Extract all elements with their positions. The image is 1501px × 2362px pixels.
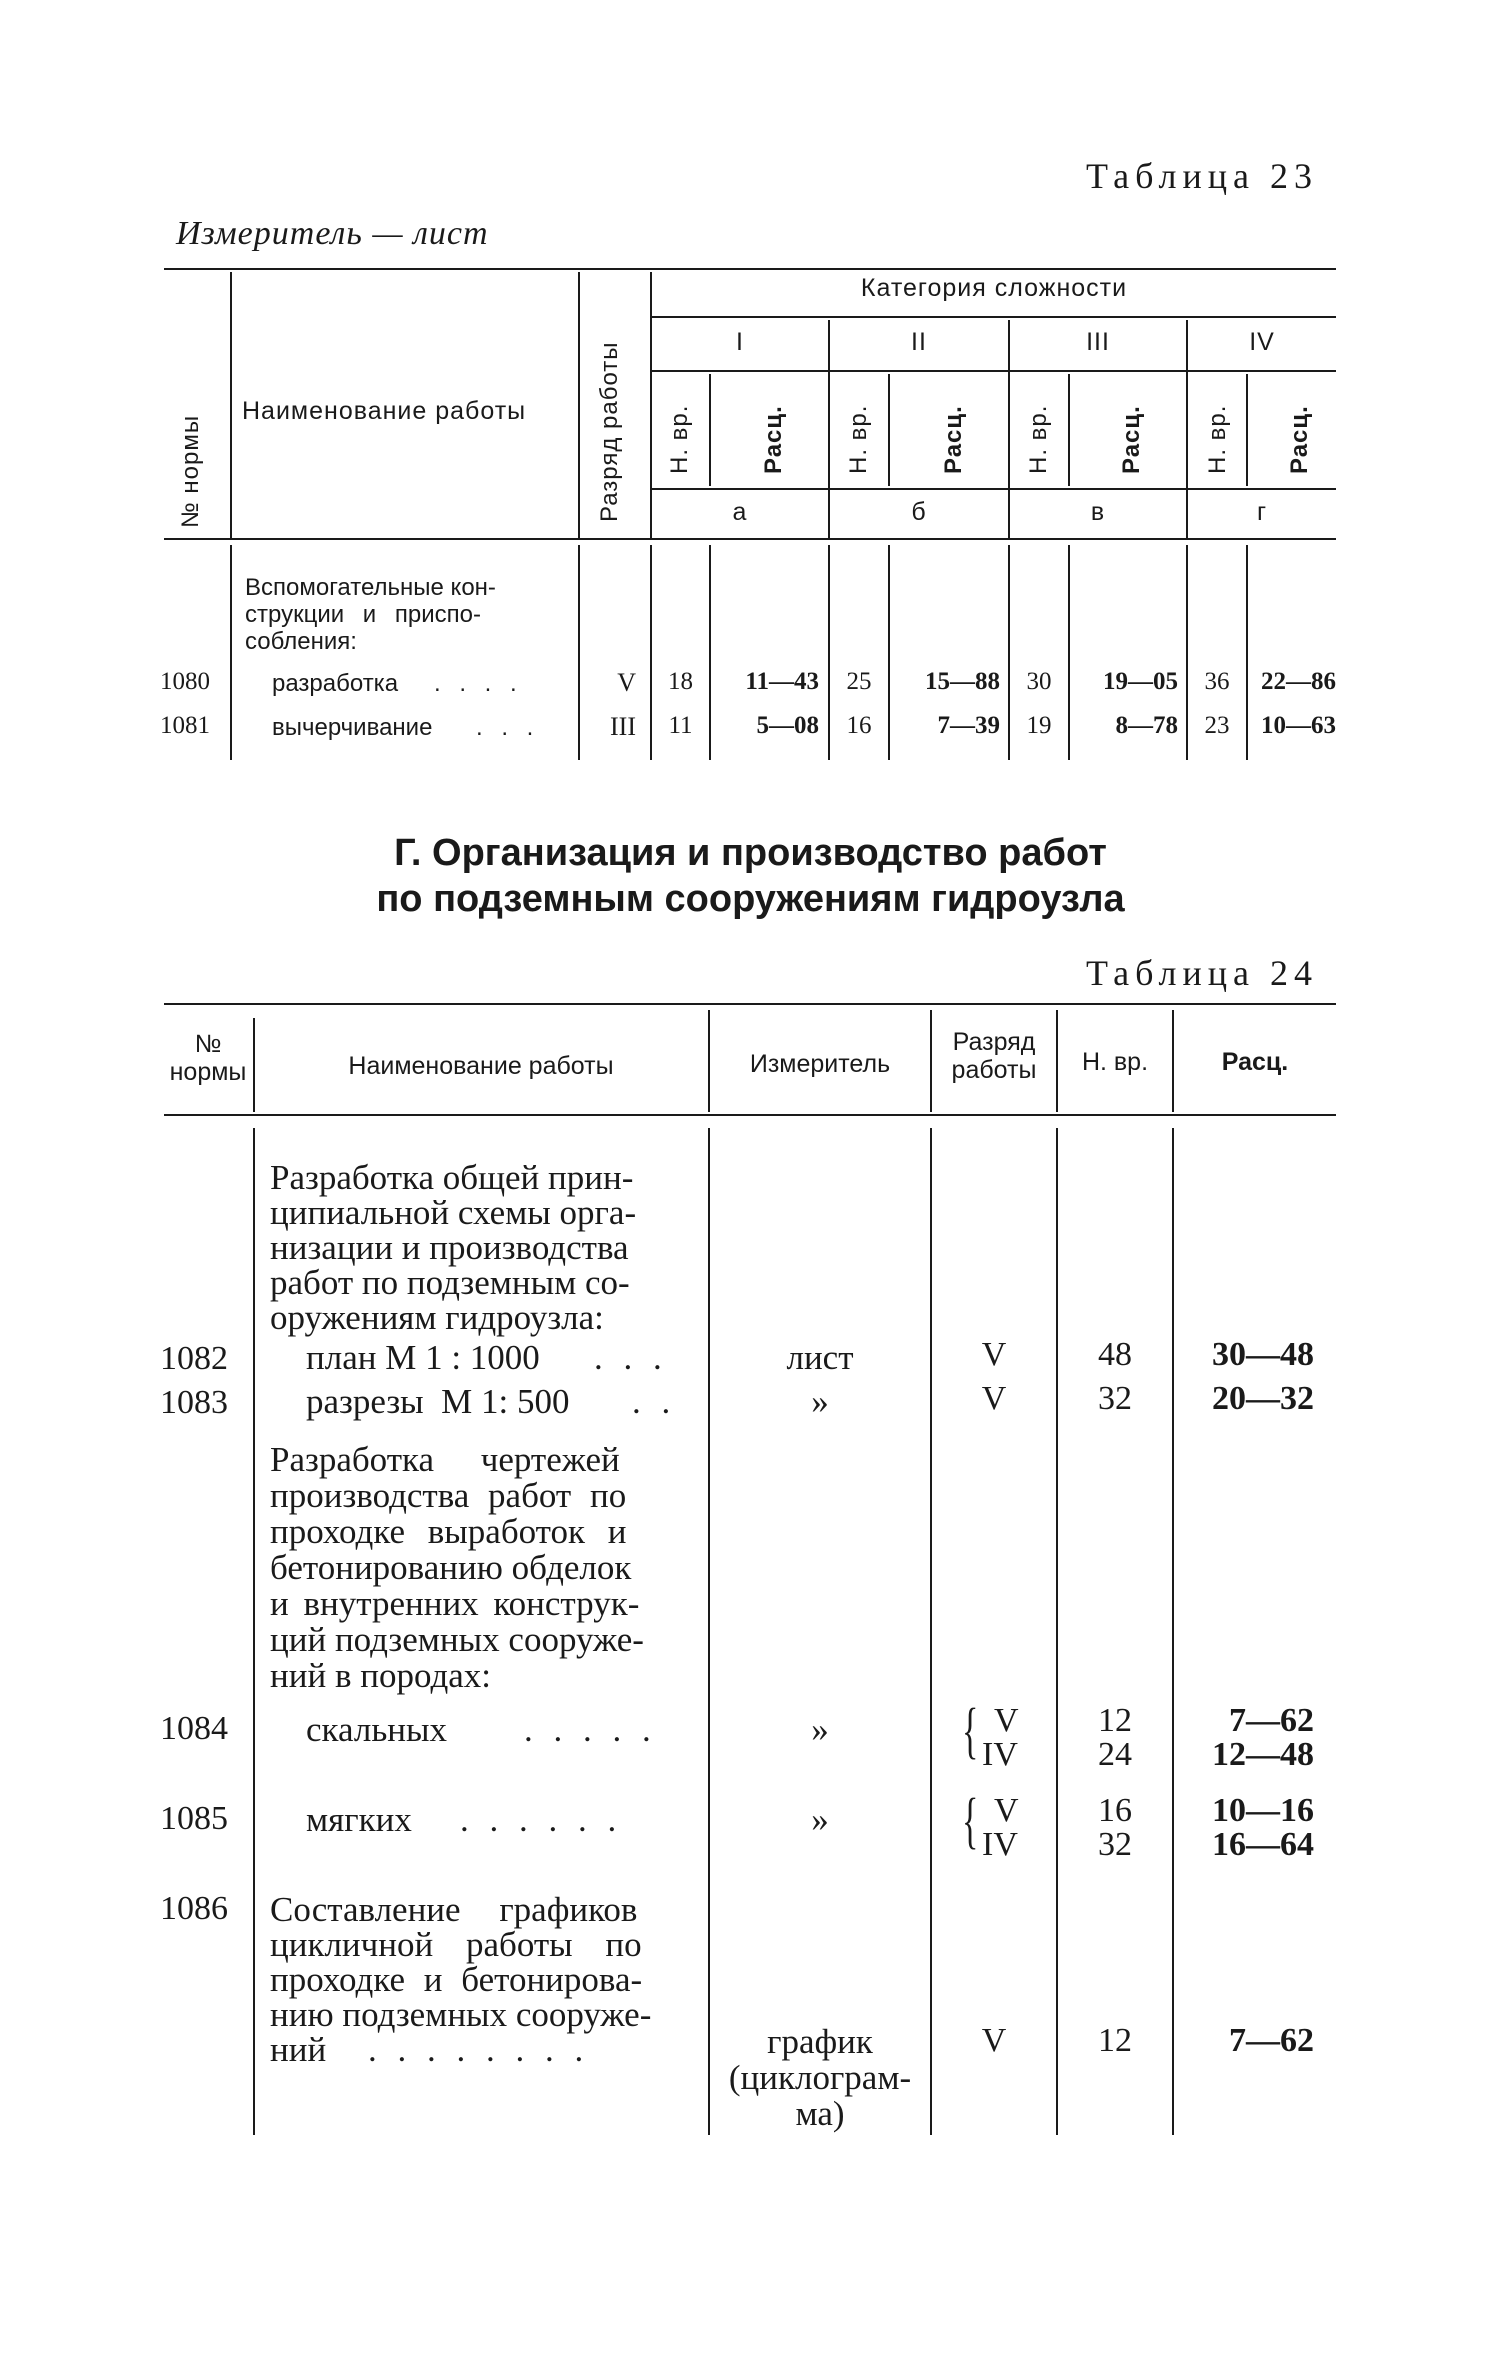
table23-nvr-header: Н. вр.: [1025, 404, 1052, 474]
table24-top-rule: [164, 1003, 1336, 1005]
table24-group2-title-line: бетонированию обделок: [270, 1548, 632, 1587]
table24-col-line: [1172, 1128, 1174, 2135]
grade: V: [617, 668, 636, 697]
table23-group-title-line: струкции и приспо-: [245, 601, 481, 628]
rasc: 10—16: [1212, 1792, 1314, 1829]
norm-number: 1086: [160, 1890, 228, 1927]
table24-header-bottom-rule: [164, 1114, 1336, 1116]
leader-dots: . .: [632, 1382, 677, 1421]
table24-group2-title-line: Разработка чертежей: [270, 1440, 620, 1479]
cell-value: 25: [846, 668, 872, 695]
cell-value: 36: [1204, 668, 1230, 695]
cell-value: 11—43: [745, 668, 819, 695]
cell-value: 23: [1204, 712, 1230, 739]
table24-group1-title-line: работ по подземным со-: [270, 1263, 630, 1302]
brace-glyph: {: [962, 1697, 979, 1765]
nvr: 32: [1098, 1826, 1132, 1863]
leader-dots: . . . . . . . .: [368, 2030, 590, 2069]
table24-nvr-header: Н. вр.: [1081, 1048, 1149, 1076]
work-name: мягких: [306, 1800, 412, 1839]
cell-value: 8—78: [1115, 712, 1178, 739]
table23-grade-header: Разряд работы: [596, 341, 623, 522]
cell-value: 30: [1026, 668, 1052, 695]
table23-group-title-line: собления:: [245, 628, 357, 655]
nvr: 12: [1098, 1702, 1132, 1739]
grade: V: [994, 1792, 1019, 1829]
norm-number: 1084: [160, 1710, 228, 1747]
nvr: 48: [1098, 1336, 1132, 1373]
section-title-line1: Г. Организация и производство работ: [394, 832, 1107, 874]
nvr: 16: [1098, 1792, 1132, 1829]
table24-col-line: [708, 1128, 710, 2135]
table23-cat-III: III: [1086, 328, 1110, 356]
table24-grade-header-1: Разряд: [952, 1028, 1036, 1056]
table23-top-rule: [164, 268, 1336, 270]
cell-value: 10—63: [1261, 712, 1336, 739]
grade: IV: [982, 1826, 1018, 1863]
table23-col-line: [230, 272, 232, 538]
table23-cat-II: II: [911, 328, 927, 356]
grade: V: [981, 2022, 1007, 2059]
table23-col-line: [1068, 374, 1070, 486]
table23-rasc-header: Расц.: [940, 405, 967, 474]
table23-col-line: [578, 272, 580, 538]
table23-work-name-header: Наименование работы: [242, 397, 527, 425]
rasc: 7—62: [1229, 2022, 1314, 2059]
table23-rasc-header: Расц.: [760, 405, 787, 474]
rasc: 16—64: [1212, 1826, 1314, 1863]
leader-dots: . . . . . .: [460, 1800, 623, 1839]
cell-value: 19: [1026, 712, 1052, 739]
norm-number: 1083: [160, 1384, 228, 1421]
table23-rasc-header: Расц.: [1286, 405, 1313, 474]
table24-rasc-header: Расц.: [1221, 1048, 1289, 1076]
leader-dots: . . . .: [434, 670, 523, 697]
table24-group1-title-line: ципиальной схемы орга-: [270, 1193, 637, 1232]
norm-number: 1081: [160, 712, 210, 739]
table24-col-line: [253, 1128, 255, 2135]
table24-work-name-header: Наименование работы: [348, 1052, 614, 1080]
table24-measure-header: Измеритель: [749, 1050, 891, 1078]
table23-caption: Таблица 23: [1086, 156, 1318, 196]
cell-value: 22—86: [1261, 668, 1336, 695]
table23-col-line: [888, 374, 890, 486]
table23-category-rule: [652, 316, 1336, 318]
measure: »: [811, 1382, 829, 1421]
table23-nvr-header: Н. вр.: [666, 404, 693, 474]
table24-caption: Таблица 24: [1086, 953, 1318, 993]
grade: V: [994, 1702, 1019, 1739]
table23-letter-g: г: [1256, 498, 1268, 526]
work-name: разработка: [272, 670, 399, 697]
table24-group2-title-line: производства работ по: [270, 1476, 627, 1515]
work-name: скальных: [306, 1710, 448, 1749]
table23-cat-IV: IV: [1249, 328, 1275, 356]
leader-dots: . . .: [594, 1338, 668, 1377]
table24-group2-title-line: и внутренних конструк-: [270, 1584, 640, 1623]
table23-group-title-line: Вспомогательные кон-: [245, 574, 496, 601]
table23-letter-a: а: [732, 498, 748, 526]
measure: лист: [786, 1338, 854, 1377]
cell-value: 16: [846, 712, 872, 739]
table23-nvr-header: Н. вр.: [845, 404, 872, 474]
table24-norm-no-header-2: нормы: [169, 1058, 247, 1086]
cell-value: 5—08: [756, 712, 819, 739]
table24-group2-title-line: проходке выработок и: [270, 1512, 627, 1551]
measure: »: [811, 1710, 829, 1749]
table23-col-line: [230, 545, 232, 760]
table23-col-line: [1246, 374, 1248, 486]
cell-value: 7—39: [937, 712, 1000, 739]
measure-line: ма): [795, 2094, 845, 2133]
table24-group1-title-line: Разработка общей прин-: [270, 1158, 634, 1197]
work-name: вычерчивание: [272, 714, 433, 741]
table23-category-header: Категория сложности: [860, 274, 1128, 302]
table24-grade-header-2: работы: [951, 1056, 1037, 1084]
cell-value: 18: [668, 668, 693, 695]
table23-cat-I: I: [736, 328, 744, 356]
work-name-line: ний: [270, 2030, 327, 2069]
norm-number: 1085: [160, 1800, 228, 1837]
leader-dots: . . .: [476, 714, 540, 741]
table24-norm-no-header-1: №: [194, 1030, 222, 1058]
table24-col-line: [930, 1128, 932, 2135]
table23-letter-rule: [652, 488, 1336, 490]
cell-value: 19—05: [1103, 668, 1178, 695]
grade: IV: [982, 1736, 1018, 1773]
measure: »: [811, 1800, 829, 1839]
rasc: 30—48: [1212, 1336, 1314, 1373]
table24-col-line: [1056, 1128, 1058, 2135]
table23-roman-rule: [652, 370, 1336, 372]
rasc: 12—48: [1212, 1736, 1314, 1773]
table24-group1-title-line: низации и производства: [270, 1228, 629, 1267]
cell-value: 11: [668, 712, 693, 739]
work-name: разрезы М 1: 500: [306, 1382, 570, 1421]
table23-letter-v: в: [1090, 498, 1106, 526]
table24-group2-title-line: ний в породах:: [270, 1656, 492, 1695]
work-name: план М 1 : 1000: [306, 1338, 540, 1377]
cell-value: 15—88: [925, 668, 1000, 695]
work-name-line: Составление графиков: [270, 1890, 638, 1929]
nvr: 32: [1098, 1380, 1132, 1417]
grade: III: [610, 712, 636, 741]
table23-letter-b: б: [911, 498, 927, 526]
table23-col-line: [709, 374, 711, 486]
table23-norm-no-header: № нормы: [177, 414, 204, 528]
brace-glyph: {: [962, 1787, 979, 1855]
work-name-line: цикличной работы по: [270, 1925, 642, 1964]
table23-nvr-header: Н. вр.: [1204, 404, 1231, 474]
rasc: 20—32: [1212, 1380, 1314, 1417]
norm-number: 1082: [160, 1340, 228, 1377]
table23-rasc-header: Расц.: [1118, 405, 1145, 474]
measure-line: график: [767, 2022, 873, 2061]
table24-group2-title-line: ций подземных сооруже-: [270, 1620, 644, 1659]
nvr: 12: [1098, 2022, 1132, 2059]
table23-header-bottom-rule: [164, 538, 1336, 540]
grade: V: [981, 1336, 1007, 1373]
section-title-line2: по подземным сооружениям гидроузла: [376, 878, 1125, 920]
leader-dots: . . . . .: [524, 1710, 657, 1749]
table24-group1-title-line: оружениям гидроузла:: [270, 1298, 604, 1337]
table23-measure: Измеритель — лист: [176, 215, 489, 252]
measure-line: (циклограм-: [728, 2058, 912, 2097]
norm-number: 1080: [160, 668, 210, 695]
grade: V: [981, 1380, 1007, 1417]
work-name-line: нию подземных сооруже-: [270, 1995, 652, 2034]
work-name-line: проходке и бетонирова-: [270, 1960, 643, 1999]
rasc: 7—62: [1229, 1702, 1314, 1739]
nvr: 24: [1098, 1736, 1132, 1773]
